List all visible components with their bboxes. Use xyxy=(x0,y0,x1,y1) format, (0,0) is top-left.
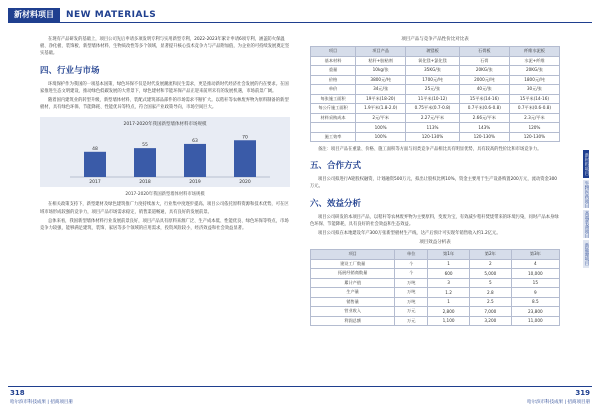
table-row xyxy=(311,94,560,104)
table-cell: 基本材料 xyxy=(311,56,356,66)
table-cell: 10,000 xyxy=(511,269,559,279)
table-cell: 20KG/张 xyxy=(459,66,509,76)
table-cell: 万吨 xyxy=(395,297,428,307)
table-cell: 累计产值 xyxy=(311,278,395,288)
table-cell: 个 xyxy=(395,269,428,279)
header-cell: 纤维水泥板 xyxy=(509,47,559,57)
table-row xyxy=(311,288,560,298)
comparison-table xyxy=(310,46,560,142)
comparison-table-body xyxy=(311,56,560,142)
table-cell: 2000元/吨 xyxy=(459,75,509,85)
table-cell: 万吨 xyxy=(395,278,428,288)
table-cell: 0.7平米(0.6-0.8) xyxy=(509,104,559,114)
table-row xyxy=(311,113,560,123)
table-cell: 0.75平米(0.7-0.8) xyxy=(406,104,460,114)
chart-tick-label: 2019 xyxy=(189,180,201,186)
left-footer-label: 哈尔滨市科技成果 | 招商项目册 xyxy=(10,400,73,405)
table-cell: 25元/张 xyxy=(406,85,460,95)
table-cell: 利润总额 xyxy=(311,316,395,326)
chart-data-label: 70 xyxy=(242,135,248,141)
table-cell: 2.66元/平米 xyxy=(459,113,509,123)
table-cell xyxy=(311,123,356,133)
header-cell: 单位 xyxy=(395,250,428,260)
table-cell: 重量 xyxy=(311,66,356,76)
right-footer-label: 哈尔滨市科技成果 | 招商项目册 xyxy=(527,400,590,405)
chart-tick-label: 2020 xyxy=(239,180,251,186)
table-cell: 4 xyxy=(511,259,559,269)
cooperation-paragraph: 项目公司拟进行A轮股权融资，计划融资500万元，拟出让股权比例10%，资金主要用于生产设备购置200万元，流动资金300万元。 xyxy=(310,177,558,190)
table-cell: 施工效率 xyxy=(311,132,356,142)
table-row xyxy=(311,269,560,279)
benefit-table-header xyxy=(311,250,560,260)
table-cell: 120% xyxy=(509,123,559,133)
table-cell: 1800元/吨 xyxy=(509,75,559,85)
comparison-note: 备注：项目产品在重量、价格、施工面积等方面与同类竞争产品相比具有明显优势，具有较高的性价比和市场竞争力。 xyxy=(318,147,542,152)
side-tab[interactable]: 生物医药项目 xyxy=(584,180,589,208)
comparison-table-header xyxy=(311,47,560,57)
comparison-table-caption: 项目产品与竞争产品性价比对比表 xyxy=(401,37,469,42)
chart-title: 2017-2020年我国新型墙体材料市场规模 xyxy=(123,122,207,128)
table-row xyxy=(311,85,560,95)
header-cell: 石膏板 xyxy=(459,47,509,57)
chart-data-label: 55 xyxy=(142,143,148,149)
table-cell: 1 xyxy=(428,297,470,307)
side-tabs xyxy=(583,150,600,270)
table-cell: 2,800 xyxy=(428,307,470,317)
side-tab[interactable]: 高端装备项目 xyxy=(584,210,589,238)
table-row xyxy=(311,104,560,114)
table-cell: 3,200 xyxy=(469,316,511,326)
table-cell: 拓展经销商数量 xyxy=(311,269,395,279)
table-cell: 7,000 xyxy=(469,307,511,317)
table-cell: 0.7平米(0.6-0.8) xyxy=(459,104,509,114)
table-cell: 单价 xyxy=(311,85,356,95)
chart-bar xyxy=(84,152,106,177)
header-cell: 项目 xyxy=(311,250,395,260)
table-row xyxy=(311,123,560,133)
side-tab[interactable]: 新能源项目 xyxy=(583,240,589,268)
table-cell: 1700元/吨 xyxy=(406,75,460,85)
right-page-number: 319 xyxy=(575,389,590,397)
table-cell: 万元 xyxy=(395,316,428,326)
table-cell: 生产量 xyxy=(311,288,395,298)
table-cell: 113% xyxy=(406,123,460,133)
table-cell: 9 xyxy=(511,288,559,298)
section-6-title: 六、效益分析 xyxy=(310,198,362,209)
table-cell: 水泥+纤维 xyxy=(509,56,559,66)
table-cell: 秸秆+胶粘剂 xyxy=(356,56,406,66)
header-cell: 第2年 xyxy=(469,250,511,260)
table-row xyxy=(311,316,560,326)
table-cell: 5 xyxy=(469,278,511,288)
chart-caption: 2017-2020年我国新型墙体材料市场规模 xyxy=(125,192,205,198)
table-cell: 2.27元/平米 xyxy=(406,113,460,123)
table-cell: 氧化镁+氯化镁 xyxy=(406,56,460,66)
table-cell: 1,100 xyxy=(428,316,470,326)
table-cell: 143% xyxy=(459,123,509,133)
table-cell: 20KG/张 xyxy=(509,66,559,76)
intro-paragraph: 在现有产品研发的基础上，项目公司先后申请多项发明专利与实用新型专利，2022-2023年累计申请6项专利，涵盖防火保温板、净化板、装饰板、新型墙体材料、生物质改性等多个领域，显著提升核心技术竞争力与产品附加值，为企业的可持续发展奠定坚实基础。 xyxy=(40,37,290,57)
benefit-table xyxy=(310,249,560,326)
table-row xyxy=(311,132,560,142)
side-tab[interactable]: 新材料项目 xyxy=(583,150,589,178)
table-cell: 营业收入 xyxy=(311,307,395,317)
table-cell: 2 xyxy=(469,259,511,269)
table-cell: 2元/平米 xyxy=(356,113,406,123)
benefit-paragraph-2: 项目公司拟在本地建设年产300万张新型板材生产线，达产后预计可实现年销售收入约1.2亿元。 xyxy=(318,231,501,237)
table-cell: 1.9平米(1.8-2.0) xyxy=(356,104,406,114)
header-category xyxy=(8,8,156,22)
table-cell: 石膏 xyxy=(459,56,509,66)
table-row xyxy=(311,297,560,307)
table-cell: 15 xyxy=(511,278,559,288)
table-cell: 30元/张 xyxy=(509,85,559,95)
table-row xyxy=(311,56,560,66)
table-cell: 120-130% xyxy=(509,132,559,142)
left-page-number: 318 xyxy=(10,389,25,397)
table-cell: 2.8 xyxy=(469,288,511,298)
table-cell: 19平米(18-20) xyxy=(356,94,406,104)
chart-tick-label: 2018 xyxy=(139,180,151,186)
table-cell: 1 xyxy=(428,259,470,269)
table-cell: 5,000 xyxy=(469,269,511,279)
right-page xyxy=(310,36,560,326)
table-cell: 15平米(14-16) xyxy=(459,94,509,104)
summary-paragraph: 总体来看，我国新型墙体材料行业发展前景良好，项目产品具有原料来源广泛、生产成本低、性能优良、绿色环保等特点，市场竞争力较强，能够满足建筑、装饰、家居等多个领域的应用需求，投资风险较小，经济效益和社会效益显著。 xyxy=(40,218,289,232)
table-cell: 价格 xyxy=(311,75,356,85)
market-chart xyxy=(40,117,290,187)
table-cell: 材料采购成本 xyxy=(311,113,356,123)
table-row xyxy=(311,278,560,288)
table-cell: 万元 xyxy=(395,307,428,317)
page-footer xyxy=(0,386,600,409)
table-cell: 10kg/张 xyxy=(356,66,406,76)
table-row xyxy=(311,75,560,85)
market-paragraph: 随着国内建筑业的转型升级，新型墙体材料、装配式建筑部品部件的市场需求不断扩大。以秸秆等农林废弃物为原料制备的新型板材，具有绿色环保、节能降耗、性能优异等特点，符合国家产业政策导向，市场空间巨大。 xyxy=(40,98,289,111)
policy-paragraph: 在相关政策支持下，新型建材及绿色建筑推广力度持续加大，行业集中度逐步提高。项目公司依托原料资源和技术优势，可在区域市场形成较强的竞争力，项目产品市场需求稳定，销售渠道畅通，具有良好的发展前景。 xyxy=(40,202,289,215)
section-4-title: 四、行业与市场 xyxy=(40,65,100,76)
table-cell: 15平米(14-16) xyxy=(509,94,559,104)
footer-rule xyxy=(8,386,592,387)
header-cell: 项目 xyxy=(311,47,356,57)
table-cell: 120-130% xyxy=(406,132,460,142)
header-cell: 玻镁板 xyxy=(406,47,460,57)
table-cell: 600 xyxy=(428,269,470,279)
table-cell: 11,000 xyxy=(511,316,559,326)
table-cell: 40元/张 xyxy=(459,85,509,95)
table-row xyxy=(311,307,560,317)
chart-bar xyxy=(134,149,156,178)
benefit-table-caption: 项目效益分析表 xyxy=(419,240,451,246)
industry-paragraph: 环境保护作为我国的一项基本国策，绿色环保不仅是时代发展潮流和民生需求，更是推动新时代经济社会发展的内在要求。在国家推进生态文明建设、推动绿色低碳发展的大背景下，绿色建材和节能环保产品正迎来前所未有的发展机遇，市场前景广阔。 xyxy=(40,81,289,94)
chart-bar xyxy=(184,144,206,177)
header-cell: 第1年 xyxy=(428,250,470,260)
table-cell: 建设工厂数量 xyxy=(311,259,395,269)
table-cell: 3 xyxy=(428,278,470,288)
left-page xyxy=(40,36,290,234)
chart-bar xyxy=(234,141,256,178)
benefit-paragraph-1: 项目公司研发的本项目产品，以秸秆等农林废弃物为主要原料，变废为宝，有效减少秸秆焚烧带来的环境污染，同时产品本身绿色环保、节能降耗，具有良好的社会效益和生态效益。 xyxy=(310,214,559,227)
chart-data-label: 48 xyxy=(92,147,98,153)
table-cell: 万吨 xyxy=(395,288,428,298)
table-cell: 120-130% xyxy=(459,132,509,142)
header-cell: 第3年 xyxy=(511,250,559,260)
table-cell: 35KG/张 xyxy=(406,66,460,76)
header-category-label: 新材料项目 xyxy=(8,8,60,22)
chart-data-label: 63 xyxy=(192,139,198,145)
table-cell: 1.2 xyxy=(428,288,470,298)
table-cell: 个 xyxy=(395,259,428,269)
table-row xyxy=(311,66,560,76)
page-header xyxy=(0,0,600,22)
table-cell: 销售量 xyxy=(311,297,395,307)
header-rule xyxy=(8,22,592,23)
header-cell: 项目产品 xyxy=(356,47,406,57)
benefit-table-body xyxy=(311,259,560,326)
table-cell: 23,800 xyxy=(511,307,559,317)
chart-plot xyxy=(40,117,290,187)
table-cell: 100% xyxy=(356,132,406,142)
table-cell: 每公斤施工面积 xyxy=(311,104,356,114)
table-cell: 2.5 xyxy=(469,297,511,307)
table-cell: 2.3元/平米 xyxy=(509,113,559,123)
table-cell: 3800元/吨 xyxy=(356,75,406,85)
table-row xyxy=(311,259,560,269)
section-5-title: 五、合作方式 xyxy=(310,161,362,172)
table-cell: 100% xyxy=(356,123,406,133)
table-cell: 11平米(10-12) xyxy=(406,94,460,104)
chart-tick-label: 2017 xyxy=(89,180,101,186)
table-cell: 每张施工面积 xyxy=(311,94,356,104)
table-cell: 8.5 xyxy=(511,297,559,307)
table-cell: 34元/张 xyxy=(356,85,406,95)
header-title-en: NEW MATERIALS xyxy=(66,10,157,20)
